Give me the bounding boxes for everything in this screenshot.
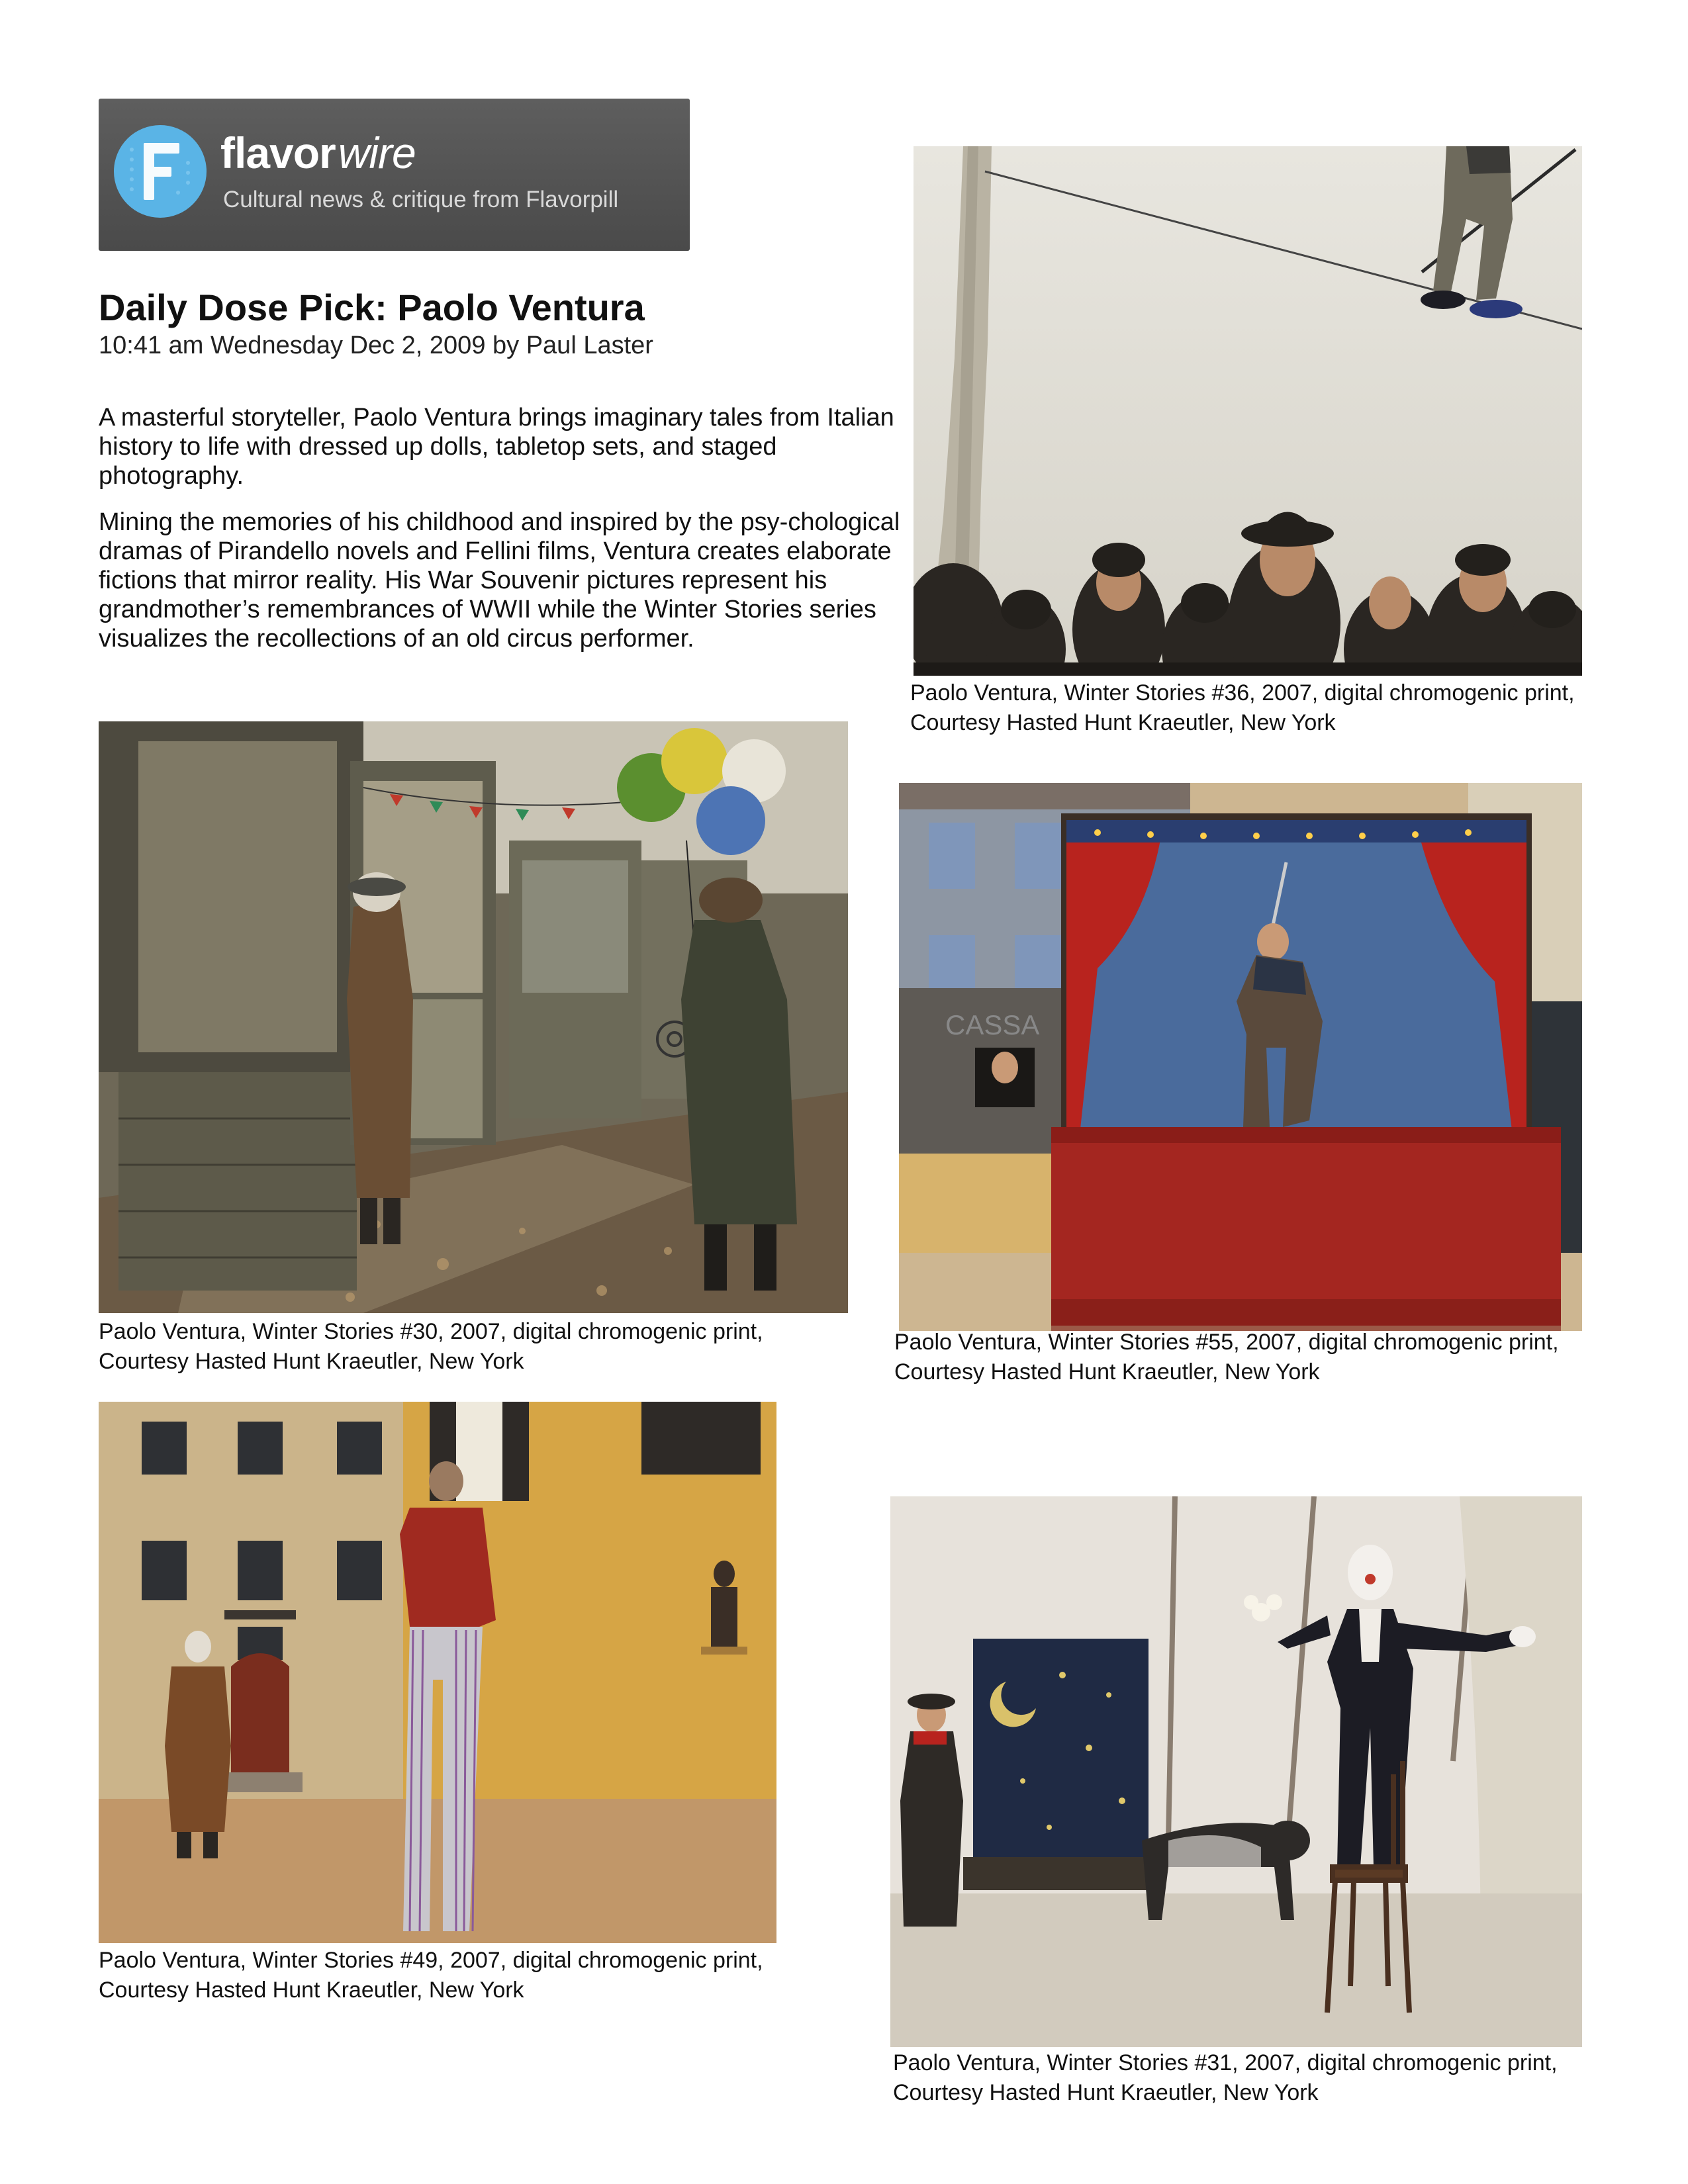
caption-winter-stories-49: Paolo Ventura, Winter Stories #49, 2007, digital chromogenic print, Courtesy Hasted Hunt Kraeutler, New York (99, 1948, 763, 2003)
brand-name: flavorwire (220, 128, 416, 177)
stilt-walker-photo-icon (99, 1402, 776, 1943)
caption-winter-stories-55: Paolo Ventura, Winter Stories #55, 2007, digital chromogenic print, Courtesy Hasted Hunt Kraeutler, New York (894, 1330, 1559, 1385)
caption-winter-stories-30: Paolo Ventura, Winter Stories #30, 2007, digital chromogenic print, Courtesy Hasted Hunt Kraeutler, New York (99, 1319, 763, 1374)
caption-winter-stories-36: Paolo Ventura, Winter Stories #36, 2007, digital chromogenic print, Courtesy Hasted Hunt Kraeutler, New York (910, 680, 1575, 735)
tightrope-photo-icon (914, 146, 1582, 676)
photo-winter-stories-30 (99, 721, 848, 1313)
caption-winter-stories-31: Paolo Ventura, Winter Stories #31, 2007, digital chromogenic print, Courtesy Hasted Hunt Kraeutler, New York (893, 2050, 1558, 2105)
photo-winter-stories-31 (890, 1496, 1582, 2047)
photo-winter-stories-55 (899, 783, 1582, 1331)
article-byline: 10:41 am Wednesday Dec 2, 2009 by Paul Laster (99, 332, 653, 359)
photo-winter-stories-36 (914, 146, 1582, 676)
cassa-sign: CASSA (945, 1009, 1040, 1040)
flavorwire-logo (99, 99, 690, 251)
brand-tagline: Cultural news & critique from Flavorpill (223, 187, 619, 212)
article-title: Daily Dose Pick: Paolo Ventura (99, 287, 645, 328)
flavorwire-mark-icon (112, 123, 209, 223)
article-paragraph-1: A masterful storyteller, Paolo Ventura brings imaginary tales from Italian history to life with dressed up dolls, tabletop sets, and staged photography. (99, 404, 894, 490)
clown-on-chair-photo-icon (890, 1496, 1582, 2047)
article-paragraph-2: Mining the memories of his childhood and inspired by the psy-chological dramas of Pirandello novels and Fellini films, Ventura creates elaborate fictions that mirror reality. His War Souvenir pictures represent his grandmother’s remembrances of WWII while the Winter Stories series visualizes the recollections of an old circus performer. (99, 508, 900, 653)
market-stalls-photo-icon (99, 721, 848, 1313)
sword-swallower-stage-photo-icon (899, 783, 1582, 1331)
photo-winter-stories-49 (99, 1402, 776, 1943)
